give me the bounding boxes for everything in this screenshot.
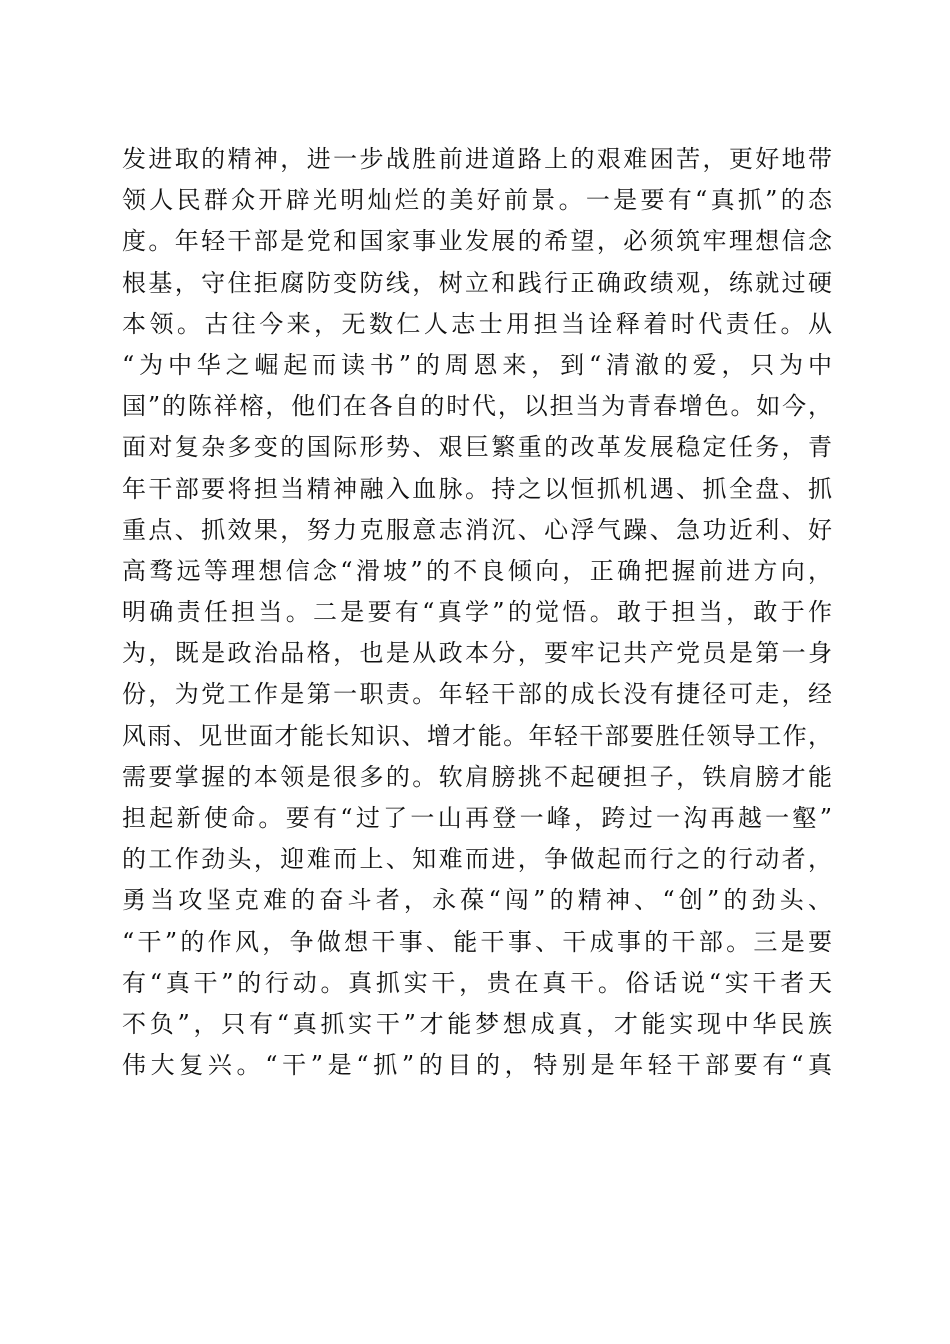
text-line: 度。年轻干部是党和国家事业发展的希望，必须筑牢理想信念 xyxy=(122,227,832,256)
text-line: 重点、抓效果，努力克服意志消沉、心浮气躁、急功近利、好 xyxy=(122,515,832,544)
text-line: 本领。古往今来，无数仁人志士用担当诠释着时代责任。从 xyxy=(122,309,832,338)
text-line: 面对复杂多变的国际形势、艰巨繁重的改革发展稳定任务，青 xyxy=(122,433,832,462)
text-line: 勇当攻坚克难的奋斗者，永葆“闯”的精神、“创”的劲头、 xyxy=(122,886,832,915)
text-line: “为中华之崛起而读书”的周恩来，到“清澈的爱，只为中 xyxy=(122,350,832,379)
text-line: 伟大复兴。“干”是“抓”的目的，特别是年轻干部要有“真 xyxy=(122,1051,832,1080)
text-line: “干”的作风，争做想干事、能干事、干成事的干部。三是要 xyxy=(122,927,832,956)
text-line: 根基，守住拒腐防变防线，树立和践行正确政绩观，练就过硬 xyxy=(122,268,832,297)
text-line: 高骛远等理想信念“滑坡”的不良倾向，正确把握前进方向， xyxy=(122,556,832,585)
text-line: 有“真干”的行动。真抓实干，贵在真干。俗话说“实干者天 xyxy=(122,968,832,997)
text-line: 需要掌握的本领是很多的。软肩膀挑不起硬担子，铁肩膀才能 xyxy=(122,762,832,791)
text-line: 风雨、见世面才能长知识、增才能。年轻干部要胜任领导工作， xyxy=(122,721,832,750)
text-line: 明确责任担当。二是要有“真学”的觉悟。敢于担当，敢于作 xyxy=(122,598,832,627)
text-line: 国”的陈祥榕，他们在各自的时代，以担当为青春增色。如今， xyxy=(122,392,832,421)
text-line: 领人民群众开辟光明灿烂的美好前景。一是要有“真抓”的态 xyxy=(122,186,832,215)
text-line: 不负”，只有“真抓实干”才能梦想成真，才能实现中华民族 xyxy=(122,1009,832,1038)
text-line: 担起新使命。要有“过了一山再登一峰，跨过一沟再越一壑” xyxy=(122,804,832,832)
text-line: 的工作劲头，迎难而上、知难而进，争做起而行之的行动者， xyxy=(122,845,832,874)
text-line: 发进取的精神，进一步战胜前进道路上的艰难困苦，更好地带 xyxy=(122,145,832,173)
text-line: 年干部要将担当精神融入血脉。持之以恒抓机遇、抓全盘、抓 xyxy=(122,474,832,503)
body-text xyxy=(122,139,832,1086)
text-line: 份，为党工作是第一职责。年轻干部的成长没有捷径可走，经 xyxy=(122,680,832,709)
text-line: 为，既是政治品格，也是从政本分，要牢记共产党员是第一身 xyxy=(122,639,832,668)
